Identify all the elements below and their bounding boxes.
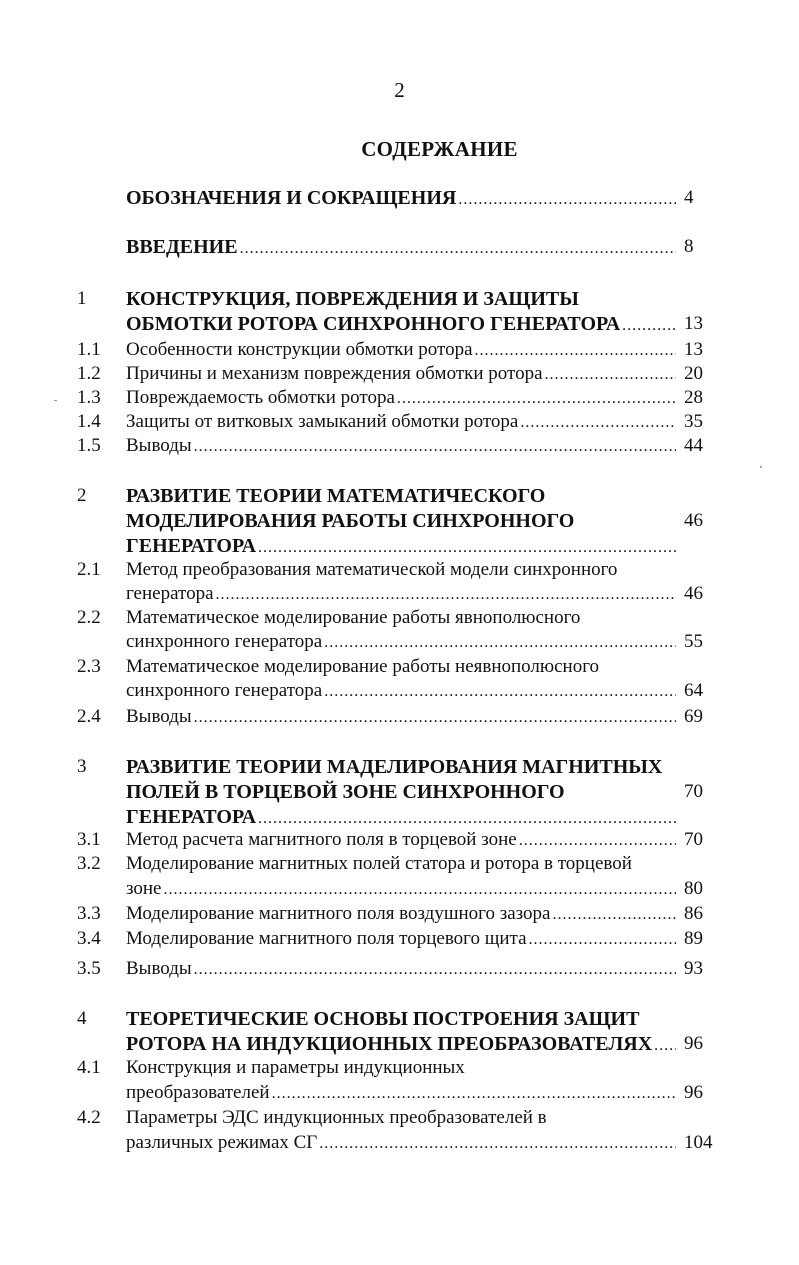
leader-dots bbox=[654, 1034, 676, 1058]
chapter-heading-line: ПОЛЕЙ В ТОРЦЕВОЙ ЗОНЕ СИНХРОННОГО bbox=[126, 781, 565, 803]
chapter-heading-line: КОНСТРУКЦИЯ, ПОВРЕЖДЕНИЯ И ЗАЩИТЫ bbox=[126, 288, 579, 310]
section-heading-line: Математическое моделирование работы неявнополюсного bbox=[126, 656, 600, 677]
section-number: 3.4 bbox=[77, 928, 101, 949]
section-number: 3.5 bbox=[77, 958, 101, 979]
toc-entry-section[interactable]: зоне ..... bbox=[126, 877, 676, 902]
section-number: 3.1 bbox=[77, 829, 101, 850]
toc-entry-introduction[interactable]: ВВЕДЕНИЕ ..... bbox=[126, 235, 676, 261]
toc-page: 44 bbox=[684, 435, 703, 456]
leader-dots bbox=[622, 314, 676, 338]
toc-entry-section[interactable]: синхронного генератора ..... bbox=[126, 679, 676, 704]
section-number: 1.4 bbox=[77, 411, 101, 432]
toc-page: 35 bbox=[684, 411, 703, 432]
leader-dots bbox=[519, 829, 676, 853]
leader-dots bbox=[240, 237, 676, 261]
toc-entry-section[interactable]: генератора ..... bbox=[126, 582, 676, 607]
section-number: 1.2 bbox=[77, 363, 101, 384]
toc-page: 13 bbox=[684, 339, 703, 360]
section-number: 2.4 bbox=[77, 706, 101, 727]
chapter-number: 3 bbox=[77, 756, 87, 777]
toc-page: 4 bbox=[684, 187, 694, 208]
toc-entry-section[interactable]: Выводы ..... bbox=[126, 957, 676, 982]
toc-entry-chapter-4[interactable]: РОТОРА НА ИНДУКЦИОННЫХ ПРЕОБРАЗОВАТЕЛЯХ ..... bbox=[126, 1032, 676, 1058]
chapter-heading-line: ТЕОРЕТИЧЕСКИЕ ОСНОВЫ ПОСТРОЕНИЯ ЗАЩИТ bbox=[126, 1008, 640, 1030]
toc-page: 89 bbox=[684, 928, 703, 949]
chapter-heading-line: МОДЕЛИРОВАНИЯ РАБОТЫ СИНХРОННОГО bbox=[126, 510, 575, 532]
section-heading-line: Параметры ЭДС индукционных преобразователей в bbox=[126, 1107, 547, 1128]
section-heading-line: Моделирование магнитных полей статора и ротора в торцевой bbox=[126, 853, 632, 874]
section-number: 3.2 bbox=[77, 853, 101, 874]
leader-dots bbox=[194, 958, 676, 982]
toc-page: 80 bbox=[684, 878, 703, 899]
toc-entry-section[interactable]: Причины и механизм повреждения обмотки ротора ..... bbox=[126, 362, 676, 387]
toc-page: 104 bbox=[684, 1132, 713, 1153]
chapter-number: 2 bbox=[77, 485, 87, 506]
chapter-number: 1 bbox=[77, 288, 87, 309]
leader-dots bbox=[397, 387, 676, 411]
section-number: 3.3 bbox=[77, 903, 101, 924]
leader-dots bbox=[194, 706, 676, 730]
toc-page: 70 bbox=[684, 781, 703, 802]
scan-speck bbox=[54, 400, 57, 401]
section-number: 4.2 bbox=[77, 1107, 101, 1128]
toc-entry-section[interactable]: Особенности конструкции обмотки ротора ..... bbox=[126, 338, 676, 363]
leader-dots bbox=[194, 435, 676, 459]
leader-dots bbox=[324, 680, 676, 704]
toc-page: 20 bbox=[684, 363, 703, 384]
toc-page: 46 bbox=[684, 510, 703, 531]
toc-page: 13 bbox=[684, 313, 703, 334]
leader-dots bbox=[216, 583, 676, 607]
leader-dots bbox=[164, 878, 677, 902]
toc-page: 46 bbox=[684, 583, 703, 604]
toc-entry-section[interactable]: Повреждаемость обмотки ротора ..... bbox=[126, 386, 676, 411]
contents-title: СОДЕРЖАНИЕ bbox=[361, 137, 518, 161]
toc-page: 64 bbox=[684, 680, 703, 701]
toc-entry-section[interactable]: различных режимах СГ ..... bbox=[126, 1131, 676, 1156]
toc-entry-section[interactable]: Моделирование магнитного поля торцевого щита ..... bbox=[126, 927, 676, 952]
toc-entry-abbreviations[interactable]: ОБОЗНАЧЕНИЯ И СОКРАЩЕНИЯ ..... bbox=[126, 186, 676, 212]
toc-entry-section[interactable]: Защиты от витковых замыканий обмотки ротора ..... bbox=[126, 410, 676, 435]
toc-entry-section[interactable]: Метод расчета магнитного поля в торцевой зоне ..... bbox=[126, 828, 676, 853]
toc-page: 96 bbox=[684, 1033, 703, 1054]
chapter-heading-line: РАЗВИТИЕ ТЕОРИИ МАТЕМАТИЧЕСКОГО bbox=[126, 485, 546, 507]
leader-dots bbox=[258, 536, 676, 560]
section-number: 4.1 bbox=[77, 1057, 101, 1078]
leader-dots bbox=[324, 631, 676, 655]
toc-entry-section[interactable]: Моделирование магнитного поля воздушного зазора ..... bbox=[126, 902, 676, 927]
leader-dots bbox=[475, 339, 676, 363]
toc-page: 86 bbox=[684, 903, 703, 924]
section-number: 1.1 bbox=[77, 339, 101, 360]
leader-dots bbox=[545, 363, 676, 387]
leader-dots bbox=[319, 1132, 676, 1156]
toc-entry-chapter-3[interactable]: ГЕНЕРАТОРА ..... bbox=[126, 805, 676, 831]
toc-entry-chapter-1[interactable]: ОБМОТКИ РОТОРА СИНХРОННОГО ГЕНЕРАТОРА ..... bbox=[126, 312, 676, 338]
section-number: 1.3 bbox=[77, 387, 101, 408]
section-heading-line: Метод преобразования математической модели синхронного bbox=[126, 559, 618, 580]
section-number: 2.2 bbox=[77, 607, 101, 628]
toc-entry-section[interactable]: преобразователей ..... bbox=[126, 1081, 676, 1106]
leader-dots bbox=[520, 411, 676, 435]
toc-page: 69 bbox=[684, 706, 703, 727]
toc-entry-section[interactable]: Выводы ..... bbox=[126, 434, 676, 459]
section-heading-line: Конструкция и параметры индукционных bbox=[126, 1057, 465, 1078]
section-number: 1.5 bbox=[77, 435, 101, 456]
toc-entry-section[interactable]: синхронного генератора ..... bbox=[126, 630, 676, 655]
section-number: 2.3 bbox=[77, 656, 101, 677]
toc-entry-section[interactable]: Выводы ..... bbox=[126, 705, 676, 730]
leader-dots bbox=[529, 928, 676, 952]
toc-page: 96 bbox=[684, 1082, 703, 1103]
scan-speck bbox=[760, 466, 762, 468]
leader-dots bbox=[458, 188, 676, 212]
toc-page: 8 bbox=[684, 236, 694, 257]
section-heading-line: Математическое моделирование работы явнополюсного bbox=[126, 607, 581, 628]
chapter-heading-line: РАЗВИТИЕ ТЕОРИИ МАДЕЛИРОВАНИЯ МАГНИТНЫХ bbox=[126, 756, 663, 778]
toc-page: 28 bbox=[684, 387, 703, 408]
leader-dots bbox=[272, 1082, 676, 1106]
toc-page: 93 bbox=[684, 958, 703, 979]
section-number: 2.1 bbox=[77, 559, 101, 580]
toc-entry-chapter-2[interactable]: ГЕНЕРАТОРА ..... bbox=[126, 534, 676, 560]
page-number: 2 bbox=[394, 78, 405, 102]
chapter-number: 4 bbox=[77, 1008, 87, 1029]
toc-page: 70 bbox=[684, 829, 703, 850]
leader-dots bbox=[553, 903, 677, 927]
toc-page: 55 bbox=[684, 631, 703, 652]
